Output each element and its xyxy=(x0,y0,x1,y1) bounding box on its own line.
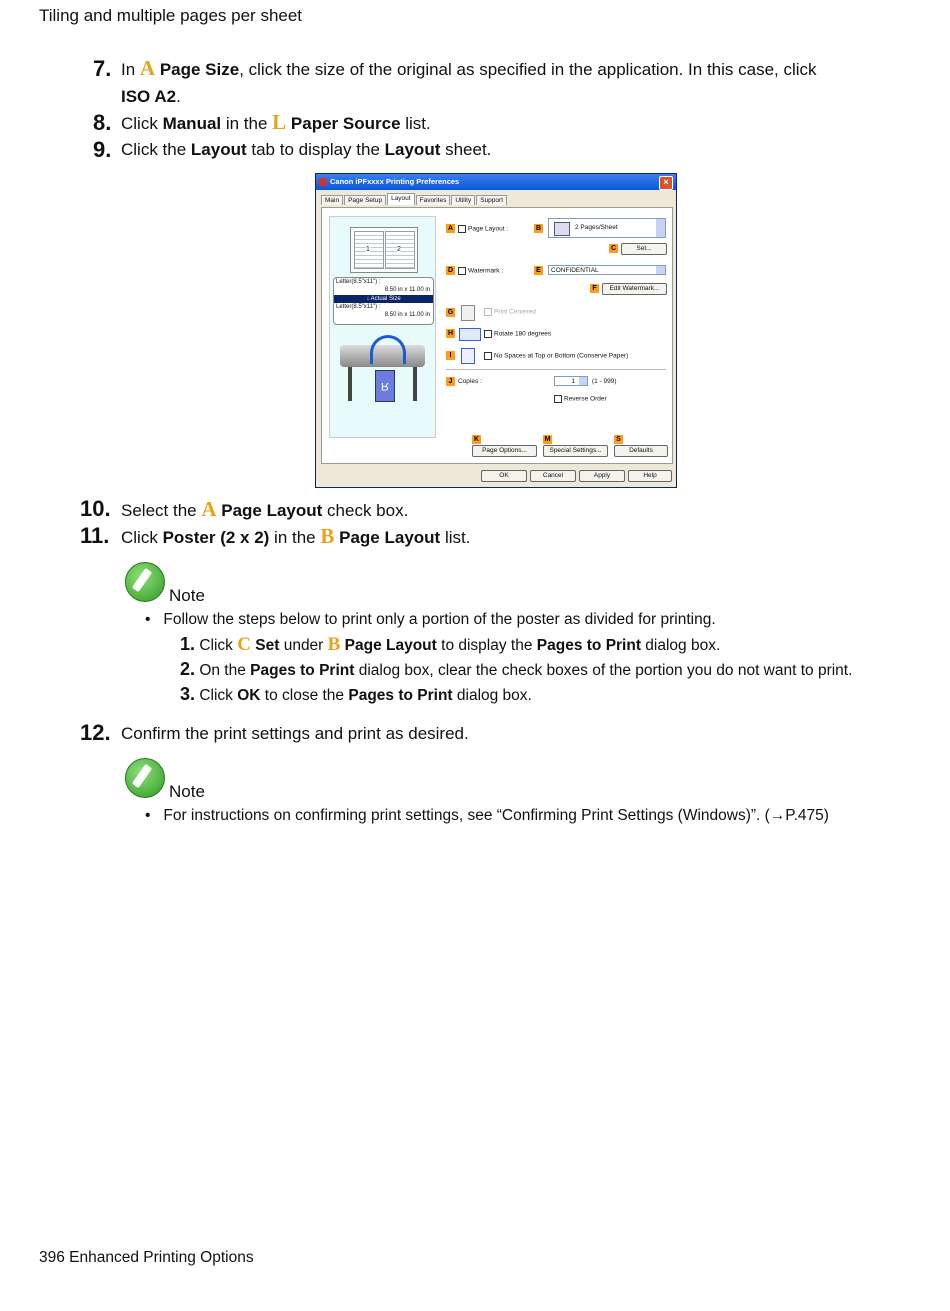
step-12-number: 12. xyxy=(80,720,111,745)
print-centered-checkbox[interactable] xyxy=(484,308,492,316)
conserve-paper-icon xyxy=(461,348,475,364)
step-7-text: In A Page Size, click the size of the original as specified in the application. In this case, click ISO A2. xyxy=(121,56,817,106)
step-12-text: Confirm the print settings and print as desired. xyxy=(121,724,469,743)
edit-watermark-button[interactable]: Edit Watermark... xyxy=(602,283,667,295)
rotate-label: Rotate 180 degrees xyxy=(494,330,552,338)
page-number-1: 1 xyxy=(366,246,370,253)
dialog-tabs xyxy=(321,195,508,207)
label-I: I xyxy=(446,351,455,360)
chevron-down-icon xyxy=(656,219,665,237)
actual-size-bar: ↓ Actual Size xyxy=(334,295,433,303)
actual-size-label: Actual Size xyxy=(370,296,401,302)
help-button[interactable]: Help xyxy=(628,470,672,482)
layout-panel xyxy=(321,207,673,464)
rotate-row[interactable] xyxy=(484,330,551,338)
step-7-number: 7. xyxy=(93,56,112,81)
original-size-label: Letter(8.5"x11") : xyxy=(336,279,381,285)
step-10-number: 10. xyxy=(80,496,111,521)
label-G: G xyxy=(447,309,454,316)
printing-preferences-dialog xyxy=(315,173,677,488)
page-layout-select[interactable] xyxy=(548,218,666,238)
output-size-label: Letter(8.5"x11") : xyxy=(336,304,381,310)
label-J: J xyxy=(446,377,455,386)
label-F: F xyxy=(590,284,599,293)
step-11-number: 11. xyxy=(80,523,110,548)
rotate-icon xyxy=(459,328,481,341)
note-substep-3: 3. Click OK to close the Pages to Print dialog box. xyxy=(180,684,532,704)
step-8-number: 8. xyxy=(93,110,112,135)
tab-page-setup[interactable]: Page Setup xyxy=(344,195,386,205)
close-icon[interactable]: × xyxy=(659,176,673,190)
no-spaces-label: No Spaces at Top or Bottom (Conserve Paper) xyxy=(494,352,629,360)
copies-stepper[interactable] xyxy=(554,376,588,386)
tab-support[interactable]: Support xyxy=(476,195,507,205)
no-spaces-row[interactable] xyxy=(484,352,628,360)
page-number-2: 2 xyxy=(397,246,401,253)
label-A: A xyxy=(447,225,454,232)
printer-app-icon xyxy=(319,178,327,186)
reverse-order-row[interactable] xyxy=(554,395,607,403)
note-bullet: • For instructions on confirming print settings, see “Confirming Print Settings (Windows)”. (→P.475) xyxy=(145,807,829,824)
cancel-button[interactable]: Cancel xyxy=(530,470,576,482)
step-11-text: Click Poster (2 x 2) in the B Page Layout list. xyxy=(121,524,471,548)
page-layout-value: 2 Pages/Sheet xyxy=(575,224,618,231)
step-9-text: Click the Layout tab to display the Layout sheet. xyxy=(121,140,492,159)
note-label: Note xyxy=(169,782,205,801)
note-bullet: • Follow the steps below to print only a portion of the poster as divided for printing. xyxy=(145,611,716,628)
label-C: C xyxy=(610,245,617,252)
tab-favorites[interactable]: Favorites xyxy=(416,195,451,205)
stepper-arrows-icon[interactable] xyxy=(579,377,587,385)
running-header: Tiling and multiple pages per sheet xyxy=(39,6,303,25)
rotate-arrow-icon xyxy=(370,335,406,364)
watermark-label: Watermark : xyxy=(468,267,504,275)
note-substep-1: 1. Click C Set under B Page Layout to display the Pages to Print dialog box. xyxy=(180,634,721,655)
dialog-titlebar xyxy=(316,174,676,190)
reverse-order-checkbox[interactable] xyxy=(554,395,562,403)
page-footer: 396 Enhanced Printing Options xyxy=(39,1249,254,1266)
output-size-value: 8.50 in x 11.00 in xyxy=(384,312,430,318)
label-D: D xyxy=(447,267,454,274)
watermark-select[interactable] xyxy=(548,265,666,275)
page-options-button[interactable]: Page Options... xyxy=(472,445,537,457)
defaults-button[interactable]: Defaults xyxy=(614,445,668,457)
page-preview-2 xyxy=(385,231,415,269)
note-pencil-icon xyxy=(125,562,165,602)
step-9-number: 9. xyxy=(93,137,112,162)
note-bullet-text: Follow the steps below to print only a portion of the poster as divided for printing. xyxy=(163,611,716,628)
size-info-box xyxy=(333,277,434,325)
page-layout-label: Page Layout : xyxy=(468,225,509,233)
page-layout-checkbox-row[interactable] xyxy=(458,225,508,233)
reverse-order-label: Reverse Order xyxy=(564,395,607,403)
apply-button[interactable]: Apply xyxy=(579,470,625,482)
tab-layout[interactable]: Layout xyxy=(387,193,415,205)
printer-leg-right xyxy=(413,367,417,401)
label-S: S xyxy=(614,435,623,444)
note-bullet-text: For instructions on confirming print settings, see “Confirming Print Settings (Windows)”. (→P.475) xyxy=(163,807,829,824)
rotate-checkbox[interactable] xyxy=(484,330,492,338)
print-centered-label: Print Centered xyxy=(494,308,536,316)
page-preview-1 xyxy=(354,231,384,269)
dialog-title: Canon iPFxxxx Printing Preferences xyxy=(330,177,460,186)
set-button[interactable]: Set... xyxy=(621,243,667,255)
chevron-down-icon xyxy=(656,266,665,274)
step-10-text: Select the A Page Layout check box. xyxy=(121,497,409,521)
note-substep-2: 2. On the Pages to Print dialog box, clear the check boxes of the portion you do not want to print. xyxy=(180,659,853,679)
printer-illustration xyxy=(340,335,425,405)
note-label: Note xyxy=(169,586,205,605)
copies-label: Copies : xyxy=(458,378,482,385)
printer-leg-left xyxy=(348,367,352,401)
label-K: K xyxy=(473,436,480,443)
paper-output: R xyxy=(375,370,395,402)
tab-utility[interactable]: Utility xyxy=(451,195,475,205)
step-8-text: Click Manual in the L Paper Source list. xyxy=(121,110,431,134)
label-E: E xyxy=(534,266,543,275)
label-B: B xyxy=(535,225,542,232)
print-centered-row[interactable] xyxy=(484,308,536,316)
original-size-value: 8.50 in x 11.00 in xyxy=(384,287,430,293)
page-layout-checkbox[interactable] xyxy=(458,225,466,233)
ok-button[interactable]: OK xyxy=(481,470,527,482)
copies-range: (1 - 999) xyxy=(592,378,617,385)
label-H: H xyxy=(447,330,454,337)
preview-pane xyxy=(329,216,436,438)
page-layout-thumb-icon xyxy=(554,222,570,236)
print-centered-icon xyxy=(461,305,475,321)
divider xyxy=(446,369,666,370)
watermark-value: CONFIDENTIAL xyxy=(551,267,599,274)
watermark-checkbox[interactable] xyxy=(458,267,466,275)
note-pencil-icon xyxy=(125,758,165,798)
copies-value: 1 xyxy=(571,378,575,385)
special-settings-button[interactable]: Special Settings... xyxy=(543,445,608,457)
watermark-checkbox-row[interactable] xyxy=(458,267,503,275)
tab-main[interactable]: Main xyxy=(321,195,343,205)
no-spaces-checkbox[interactable] xyxy=(484,352,492,360)
sheet-preview xyxy=(350,227,418,273)
label-M: M xyxy=(544,436,551,443)
